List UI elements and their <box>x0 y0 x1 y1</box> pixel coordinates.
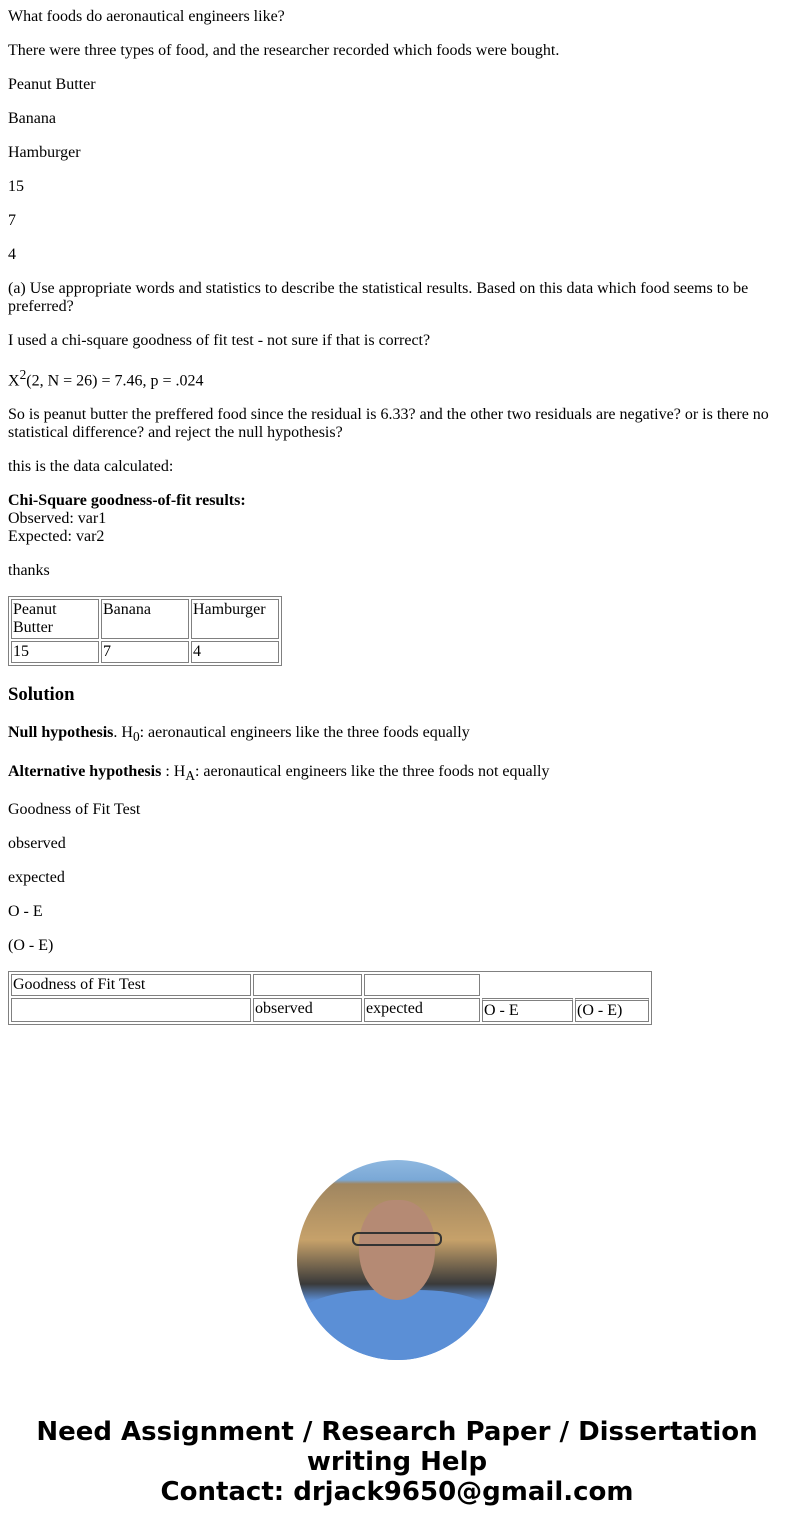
table-cell: expected <box>364 998 480 1022</box>
contact-footer <box>8 1417 786 1507</box>
alt-label: Alternative hypothesis <box>8 762 162 780</box>
table-cell <box>482 974 573 996</box>
table-header-cell: Banana <box>101 599 189 639</box>
alt-sub: A <box>185 767 195 783</box>
solution-line: O - E <box>8 902 43 920</box>
table-cell <box>575 974 649 996</box>
footer-line-2: Contact: drjack9650@gmail.com <box>160 1476 634 1507</box>
table-cell <box>11 998 251 1022</box>
alt-text: : aeronautical engineers like the three foods not equally <box>194 762 550 780</box>
results-block <box>8 492 786 546</box>
count-2: 7 <box>8 212 16 229</box>
table-cell: O - E <box>482 998 573 1022</box>
alt-sep: : H <box>161 762 186 780</box>
count-1: 15 <box>8 178 24 195</box>
avatar-container <box>8 1160 786 1365</box>
table-cell <box>364 974 480 996</box>
question-intro: There were three types of food, and the researcher recorded which foods were bought. <box>8 42 560 59</box>
table-cell: observed <box>253 998 362 1022</box>
solution-heading: Solution <box>8 684 75 706</box>
table-row <box>11 998 649 1022</box>
results-heading: Chi-Square goodness-of-fit results: <box>8 492 246 510</box>
table-cell: 4 <box>191 641 279 663</box>
table-cell: (O - E) <box>575 998 649 1022</box>
stat-x: X <box>8 372 20 390</box>
table-row <box>11 974 649 996</box>
data-calculated: this is the data calculated: <box>8 458 174 476</box>
table-header-cell: Hamburger <box>191 599 279 639</box>
avatar-face <box>359 1200 435 1300</box>
food-1: Peanut Butter <box>8 76 96 93</box>
table-cell <box>253 974 362 996</box>
null-sub: 0 <box>132 729 140 745</box>
food-table <box>8 596 282 666</box>
solution-line: Goodness of Fit Test <box>8 800 141 818</box>
solution-line: (O - E) <box>8 936 54 954</box>
question-title: What foods do aeronautical engineers like? <box>8 8 285 25</box>
solution-line: observed <box>8 834 66 852</box>
part-a: (a) Use appropriate words and statistics to describe the statistical results. Based on this data which food seems to be preferred? <box>8 280 749 315</box>
stat-rest: (2, N = 26) = 7.46, p = .024 <box>26 372 204 390</box>
solution-line: expected <box>8 868 65 886</box>
avatar-shirt <box>297 1290 497 1360</box>
stat-sup: 2 <box>19 367 27 382</box>
count-3: 4 <box>8 246 16 263</box>
table-row <box>11 641 279 663</box>
alt-hypothesis <box>8 763 786 785</box>
avatar <box>297 1160 497 1360</box>
table-header-cell: Peanut Butter <box>11 599 99 639</box>
table-title-cell: Goodness of Fit Test <box>11 974 251 996</box>
chi-square-stat <box>8 366 786 390</box>
used-test: I used a chi-square goodness of fit test - not sure if that is correct? <box>8 332 431 349</box>
footer-line-1: Need Assignment / Research Paper / Dissertation writing Help <box>36 1416 758 1477</box>
food-2: Banana <box>8 110 56 127</box>
expected-line: Expected: var2 <box>8 528 105 546</box>
table-row <box>11 599 279 639</box>
thanks: thanks <box>8 562 50 580</box>
null-text: : aeronautical engineers like the three foods equally <box>139 724 470 742</box>
table-cell: 15 <box>11 641 99 663</box>
observed-line: Observed: var1 <box>8 510 107 528</box>
null-label: Null hypothesis <box>8 724 114 742</box>
null-sep: . H <box>113 724 133 742</box>
table-cell: 7 <box>101 641 189 663</box>
null-hypothesis <box>8 724 786 746</box>
goodness-of-fit-table <box>8 971 652 1025</box>
avatar-glasses <box>352 1232 442 1246</box>
food-3: Hamburger <box>8 144 81 161</box>
followup: So is peanut butter the preffered food since the residual is 6.33? and the other two residuals are negative? or is there no statistical difference? and reject the null hypothesis? <box>8 406 769 442</box>
